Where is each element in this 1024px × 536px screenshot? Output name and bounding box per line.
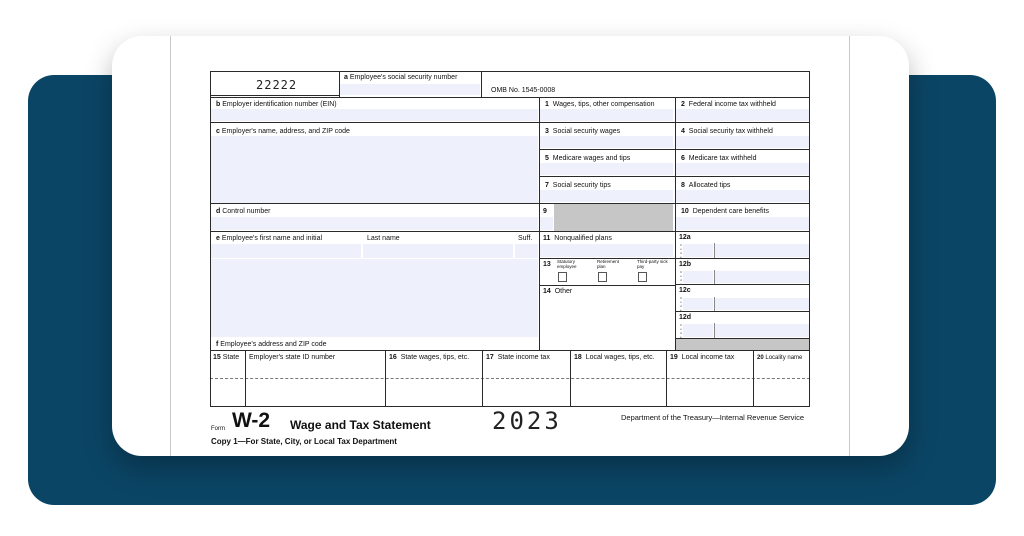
form-rule [210, 71, 810, 72]
third-party-sick-pay-checkbox[interactable] [638, 272, 647, 282]
box-15-id-label: Employer's state ID number [249, 354, 336, 361]
control-code: 22222 [256, 78, 298, 92]
box-15-number: 15 [213, 354, 221, 361]
box-7-label: Social security tips [552, 182, 611, 189]
form-rule [539, 97, 540, 350]
box-12b-code-field[interactable] [683, 271, 713, 283]
w2-form [210, 71, 810, 446]
form-rule [539, 285, 675, 286]
box-e-suffix-field[interactable] [515, 244, 538, 258]
box-18-number: 18 [574, 354, 582, 361]
form-rule [210, 231, 810, 232]
box-a-letter: a [344, 74, 348, 81]
ssn-field[interactable] [340, 84, 480, 95]
box-13-retirement-label: Retirement plan [597, 259, 620, 269]
box-1-field[interactable] [540, 109, 673, 121]
box-10-label: Dependent care benefits [692, 208, 769, 215]
box-20-number: 20 [757, 355, 764, 361]
box-12a-code-letters: C o d e [680, 243, 683, 259]
box-3-label: Social security wages [552, 128, 621, 135]
box-13-sick-pay-label: Third-party sick pay [637, 259, 668, 269]
box-e-label: Employee's first name and initial [221, 235, 323, 242]
form-rule [570, 350, 571, 406]
form-rule [675, 97, 676, 350]
box-2-label: Federal income tax withheld [688, 101, 776, 108]
form-title: Wage and Tax Statement [290, 418, 431, 432]
box-17-number: 17 [486, 354, 494, 361]
tax-year: 2023 [492, 407, 562, 435]
form-rule [210, 203, 810, 204]
form-rule [210, 95, 339, 96]
box-b-letter: b [216, 101, 221, 108]
box-3-number: 3 [545, 128, 549, 135]
box-e-first-field[interactable] [211, 244, 361, 258]
box-f-label: Employee's address and ZIP code [220, 341, 327, 348]
box-9-number: 9 [543, 208, 547, 215]
form-rule [753, 350, 754, 406]
form-rule [675, 338, 810, 339]
box-d-letter: d [216, 208, 221, 215]
box-1-number: 1 [545, 101, 549, 108]
box-4-number: 4 [681, 128, 685, 135]
box-f-letter: f [216, 341, 219, 348]
form-rule [210, 350, 810, 351]
form-rule [675, 311, 810, 312]
box-2-number: 2 [681, 101, 685, 108]
box-13-statutory-label: Statutory employee [557, 259, 577, 269]
box-6-number: 6 [681, 155, 685, 162]
box-15-label: State [222, 354, 240, 361]
copy-designation: Copy 1—For State, City, or Local Tax Department [211, 437, 397, 446]
form-rule [666, 350, 667, 406]
box-4-field[interactable] [676, 136, 809, 148]
form-rule [482, 350, 483, 406]
box-12a-amount-field[interactable] [715, 244, 809, 257]
box-11-number: 11 [543, 235, 551, 242]
box-a-label: Employee's social security number [349, 74, 458, 81]
form-rule [210, 122, 810, 123]
box-5-field[interactable] [540, 163, 673, 175]
box-6-field[interactable] [676, 163, 809, 175]
box-7-field[interactable] [540, 190, 673, 202]
form-name: W-2 [232, 409, 271, 432]
box-20-label: Locality name [765, 355, 803, 361]
box-14-number: 14 [543, 288, 551, 295]
box-12a-code-field[interactable] [683, 244, 713, 257]
box-12c-divider [714, 297, 715, 311]
form-rule [210, 71, 211, 406]
form-rule [245, 350, 246, 406]
box-12d-code-letters: C o d e [680, 323, 683, 339]
box-12d-code-field[interactable] [683, 324, 713, 337]
box-8-number: 8 [681, 182, 685, 189]
box-17-label: State income tax [497, 354, 550, 361]
box-9-field[interactable] [540, 217, 553, 230]
box-12a-number: 12a [679, 234, 691, 241]
box-12b-number: 12b [679, 261, 692, 268]
box-12c-code-letters: C o d e [680, 296, 683, 312]
box-16-number: 16 [389, 354, 397, 361]
sheet-edge-right [849, 36, 850, 456]
form-rule [809, 71, 810, 406]
box-18-label: Local wages, tips, etc. [585, 354, 655, 361]
state-row-divider [210, 378, 810, 379]
box-12d-number: 12d [679, 314, 692, 321]
box-11-label: Nonqualified plans [554, 235, 612, 242]
box-f-field[interactable] [211, 259, 538, 337]
box-16-label: State wages, tips, etc. [400, 354, 470, 361]
box-e-last-name-label: Last name [367, 235, 400, 242]
box-12a-divider [714, 243, 715, 258]
box-19-number: 19 [670, 354, 678, 361]
box-d-label: Control number [222, 208, 271, 215]
box-8-field[interactable] [676, 190, 809, 202]
omb-number: OMB No. 1545-0008 [491, 87, 556, 94]
box-12b-code-letters: C o d e [680, 270, 683, 286]
box-e-last-field[interactable] [363, 244, 513, 258]
box-c-letter: c [216, 128, 220, 135]
box-9-shaded [554, 204, 673, 231]
box-b-field[interactable] [211, 109, 538, 121]
box-19-label: Local income tax [681, 354, 735, 361]
box-4-label: Social security tax withheld [688, 128, 773, 135]
box-13-number: 13 [543, 261, 551, 268]
box-8-label: Allocated tips [688, 182, 731, 189]
box-e-letter: e [216, 235, 220, 242]
box-2-field[interactable] [676, 109, 809, 121]
box-1-label: Wages, tips, other compensation [552, 101, 655, 108]
box-12c-amount-field[interactable] [715, 298, 809, 310]
box-3-field[interactable] [540, 136, 673, 148]
box-12c-code-field[interactable] [683, 298, 713, 310]
box-12b-divider [714, 270, 715, 284]
box-c-field[interactable] [211, 136, 538, 204]
form-rule [675, 284, 810, 285]
box-6-label: Medicare tax withheld [688, 155, 757, 162]
retirement-plan-checkbox[interactable] [598, 272, 607, 282]
box-c-label: Employer's name, address, and ZIP code [221, 128, 350, 135]
sheet-edge-left [170, 36, 171, 456]
form-card [112, 36, 909, 456]
box-12d-divider [714, 323, 715, 338]
statutory-employee-checkbox[interactable] [558, 272, 567, 282]
box-12c-number: 12c [679, 287, 691, 294]
box-b-label: Employer identification number (EIN) [222, 101, 337, 108]
box-14-label: Other [554, 288, 573, 295]
form-word: Form [211, 426, 225, 432]
box-d-field[interactable] [211, 217, 538, 230]
box-12b-amount-field[interactable] [715, 271, 809, 283]
box-e-suffix-label: Suff. [518, 235, 533, 242]
box-10-field[interactable] [676, 217, 809, 230]
form-rule [481, 71, 482, 97]
box-12d-shaded [676, 339, 810, 350]
box-5-label: Medicare wages and tips [552, 155, 631, 162]
box-10-number: 10 [681, 208, 689, 215]
box-7-number: 7 [545, 182, 549, 189]
box-11-field[interactable] [540, 244, 673, 257]
form-rule [210, 97, 810, 98]
box-5-number: 5 [545, 155, 549, 162]
box-12d-amount-field[interactable] [715, 324, 809, 337]
form-rule [385, 350, 386, 406]
department-text: Department of the Treasury—Internal Revenue Service [621, 413, 805, 422]
